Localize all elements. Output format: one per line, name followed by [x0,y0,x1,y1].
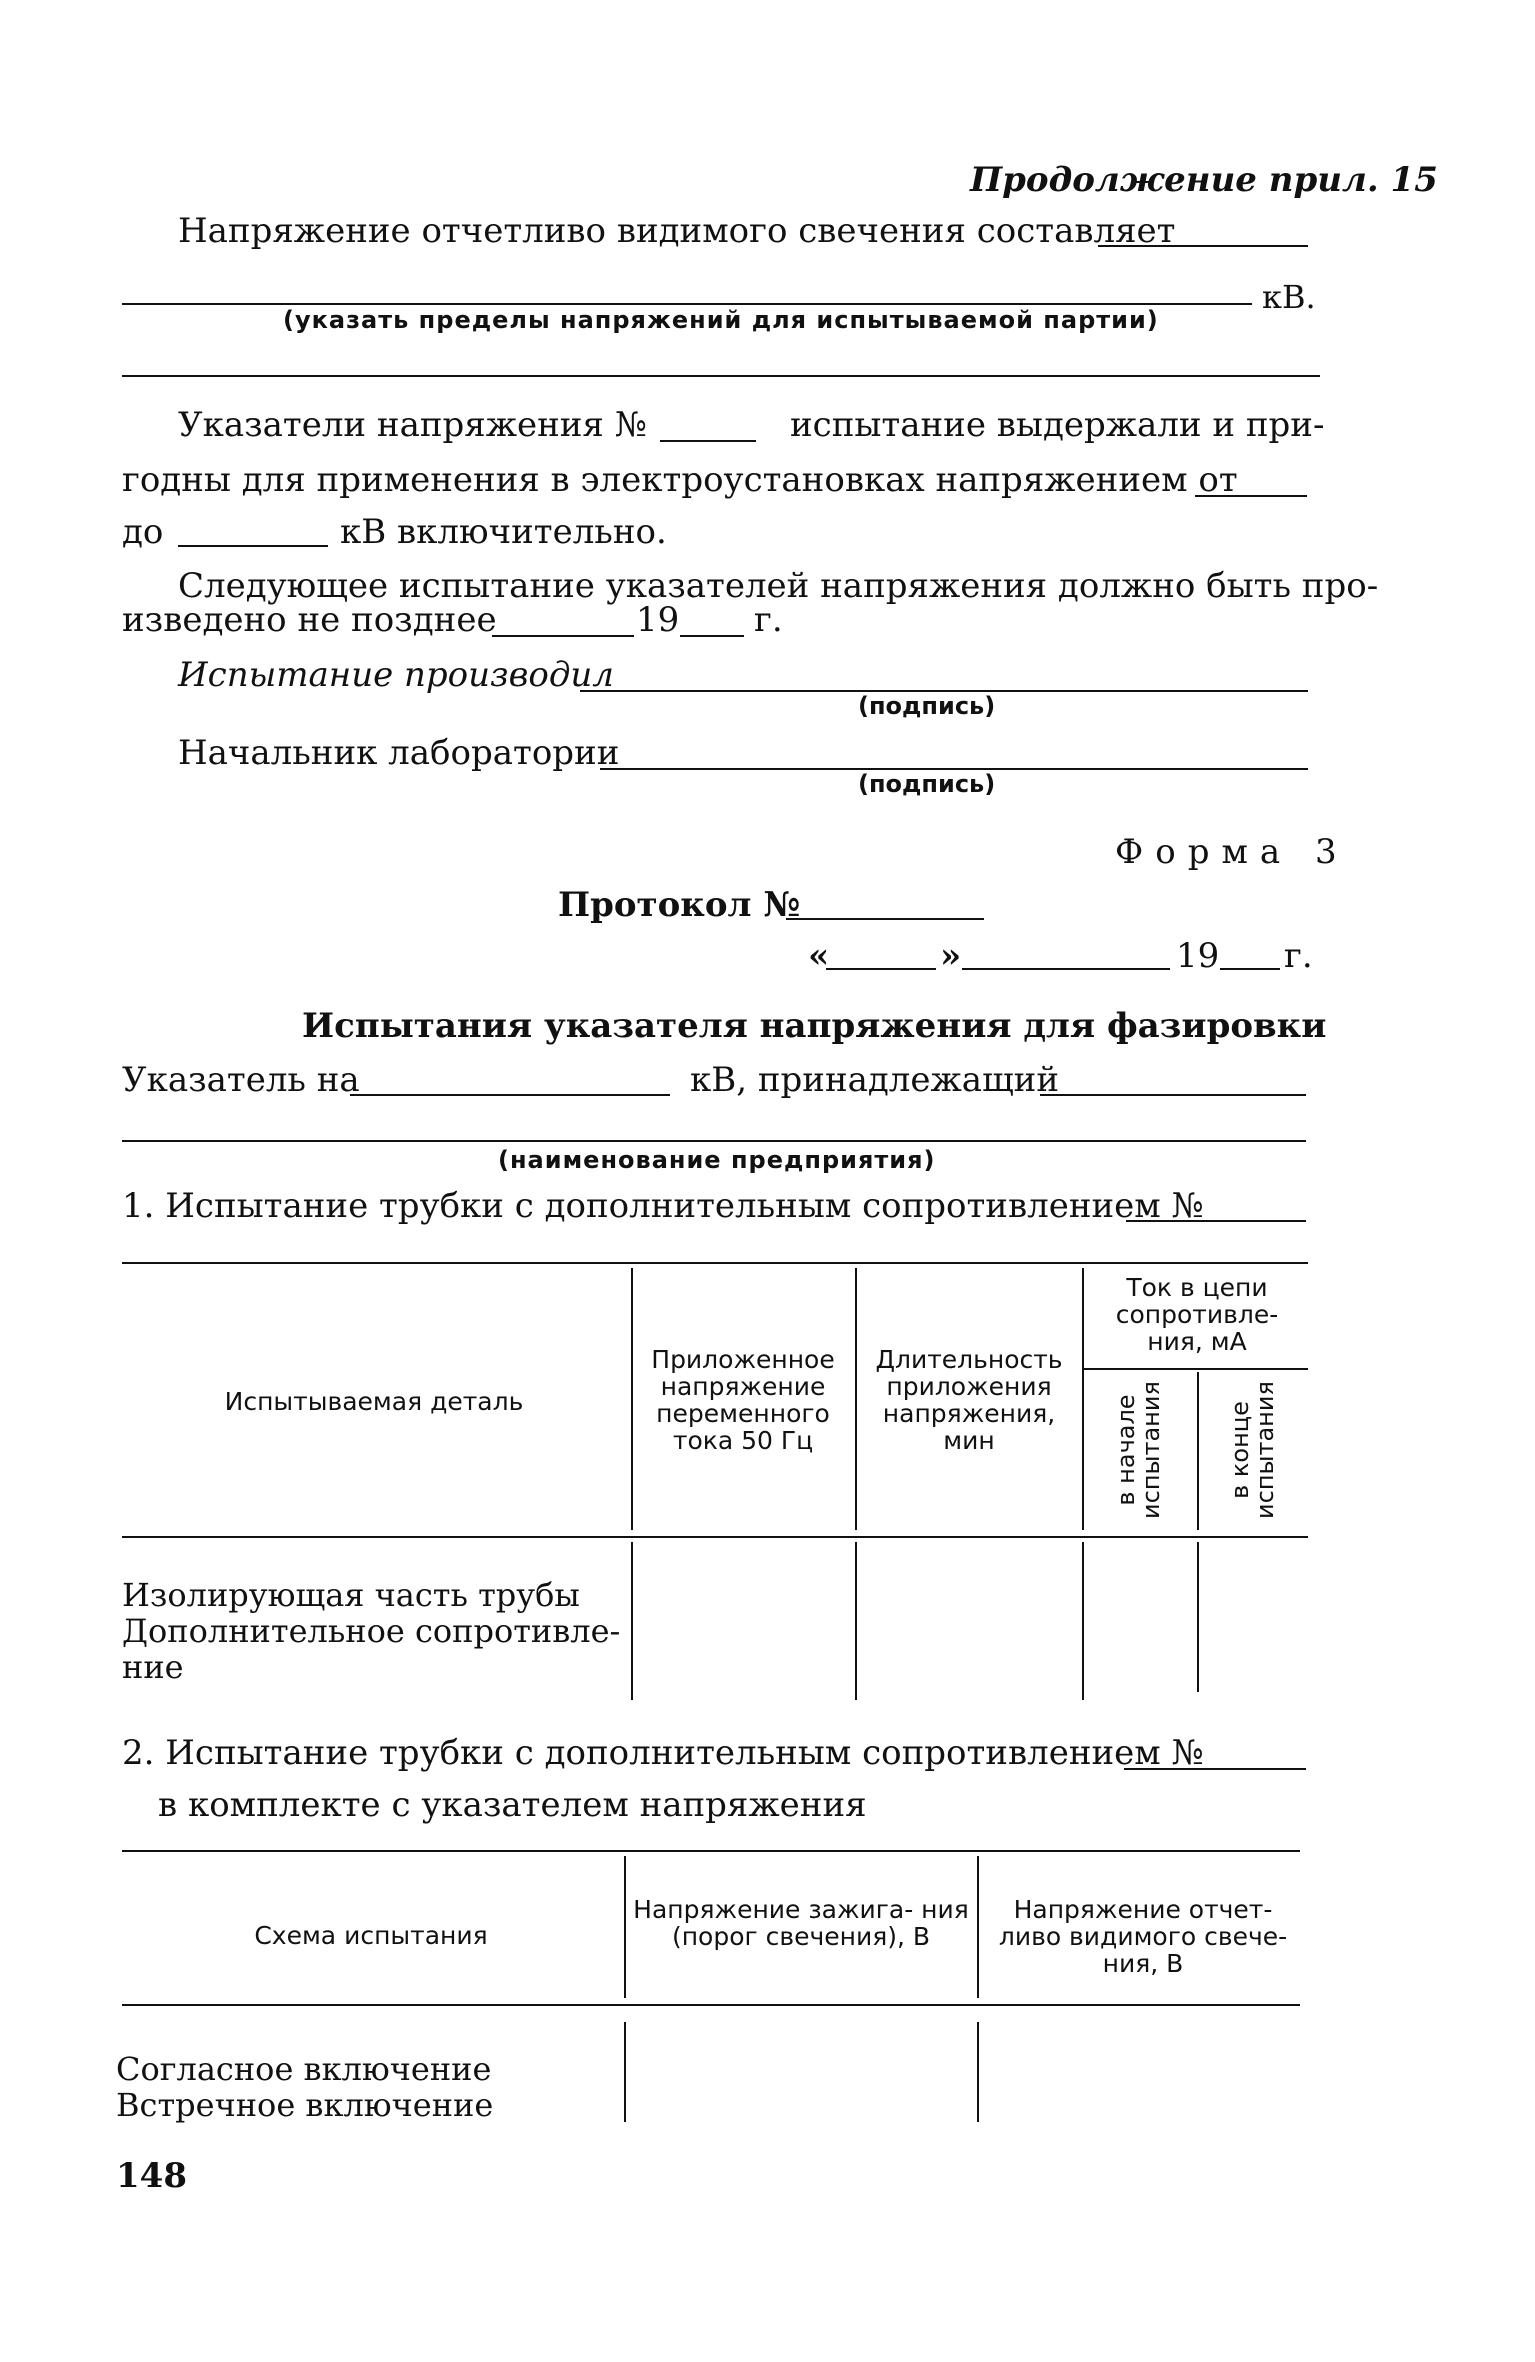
next-test-line2: изведено не позднее [122,600,497,640]
indicator-voltage-blank[interactable] [350,1094,670,1096]
conclusion-up-to: до [122,512,164,552]
form-title: Испытания указателя напряжения для фазировки [302,1006,1327,1046]
voltage-to-blank[interactable] [178,545,328,547]
voltage-from-blank[interactable] [1195,495,1307,497]
voltage-range-caption: (указать пределы напряжений для испытываемой партии) [283,306,1159,334]
organization-caption: (наименование предприятия) [498,1146,936,1174]
protocol-number-blank[interactable] [786,918,984,920]
table1-header-voltage: Приложенное напряжение переменного тока 50 Гц [651,1345,835,1455]
kv-unit: кВ. [1262,278,1316,316]
table1-header-current-start: в начале испытания [1112,1381,1165,1519]
table1-row-insulating-part: Изолирующая часть трубы [122,1576,580,1614]
next-test-line1: Следующее испытание указателей напряжения должно быть про- [178,566,1379,606]
tester-label: Испытание производил [178,655,614,695]
tester-signature-caption: (подпись) [858,692,996,720]
lab-chief-label: Начальник лаборатории [178,733,620,773]
indicator-belongs: кВ, принадлежащий [690,1060,1060,1100]
table2-header-glow: Напряжение отчет- ливо видимого свече- ния, В [998,1895,1288,1978]
table2-number-blank[interactable] [1124,1768,1306,1770]
table1-row-additional-resistance-cont: ние [122,1648,184,1686]
conclusion-line1-end: испытание выдержали и при- [790,405,1325,445]
date-year: 19 [1176,936,1220,976]
continuation-header: Продолжение прил. 15 [970,160,1438,200]
date-close-quote: » [940,936,962,976]
table1-row-additional-resistance: Дополнительное сопротивле- [122,1612,621,1650]
indicator-owner-blank[interactable] [1040,1094,1306,1096]
conclusion-line2: годны для применения в электроустановках напряжением от [122,460,1238,500]
next-test-year: 19 [636,600,680,640]
date-month-blank[interactable] [962,968,1170,970]
date-day-blank[interactable] [826,968,936,970]
table2-row-opposing: Встречное включение [116,2086,494,2124]
glow-voltage-blank[interactable] [1098,245,1308,247]
table1-header-duration: Длительность приложения напряжения, мин [875,1345,1063,1455]
page-number: 148 [116,2156,187,2196]
table2-header-scheme: Схема испытания [254,1921,488,1950]
next-test-year-blank[interactable] [680,635,744,637]
table2-title: 2. Испытание трубки с дополнительным сопротивлением № [122,1733,1204,1773]
date-g: г. [1284,936,1313,976]
table1-header-current: Ток в цепи сопротивле- ния, мА [1115,1273,1279,1356]
table1-title: 1. Испытание трубки с дополнительным сопротивлением № [122,1186,1204,1226]
next-test-g: г. [754,600,783,640]
lab-chief-signature-caption: (подпись) [858,770,996,798]
extra-notes-blank[interactable] [122,375,1320,377]
table2-header-ignition: Напряжение зажига- ния (порог свечения), В [633,1895,969,1951]
table1-header-current-end: в конце испытания [1226,1381,1279,1519]
indicators-number-blank[interactable] [660,440,756,442]
table1-number-blank[interactable] [1126,1220,1306,1222]
conclusion-inclusive: кВ включительно. [340,512,667,552]
glow-voltage-text: Напряжение отчетливо видимого свечения составляет [178,211,1176,251]
table2-row-concordant: Согласное включение [116,2050,492,2088]
table2-subtitle: в комплекте с указателем напряжения [158,1785,867,1825]
date-open-quote: « [808,936,830,976]
date-year-blank[interactable] [1220,968,1280,970]
form-label: Форма 3 [1115,832,1349,872]
table1-header-part: Испытываемая деталь [224,1387,524,1416]
glow-voltage-range-blank[interactable] [122,303,1252,305]
next-test-date-blank[interactable] [492,635,634,637]
indicator-label: Указатель на [122,1060,360,1100]
indicators-number-label: Указатели напряжения № [178,405,647,445]
organization-blank[interactable] [122,1140,1306,1142]
protocol-label: Протокол № [558,885,801,925]
